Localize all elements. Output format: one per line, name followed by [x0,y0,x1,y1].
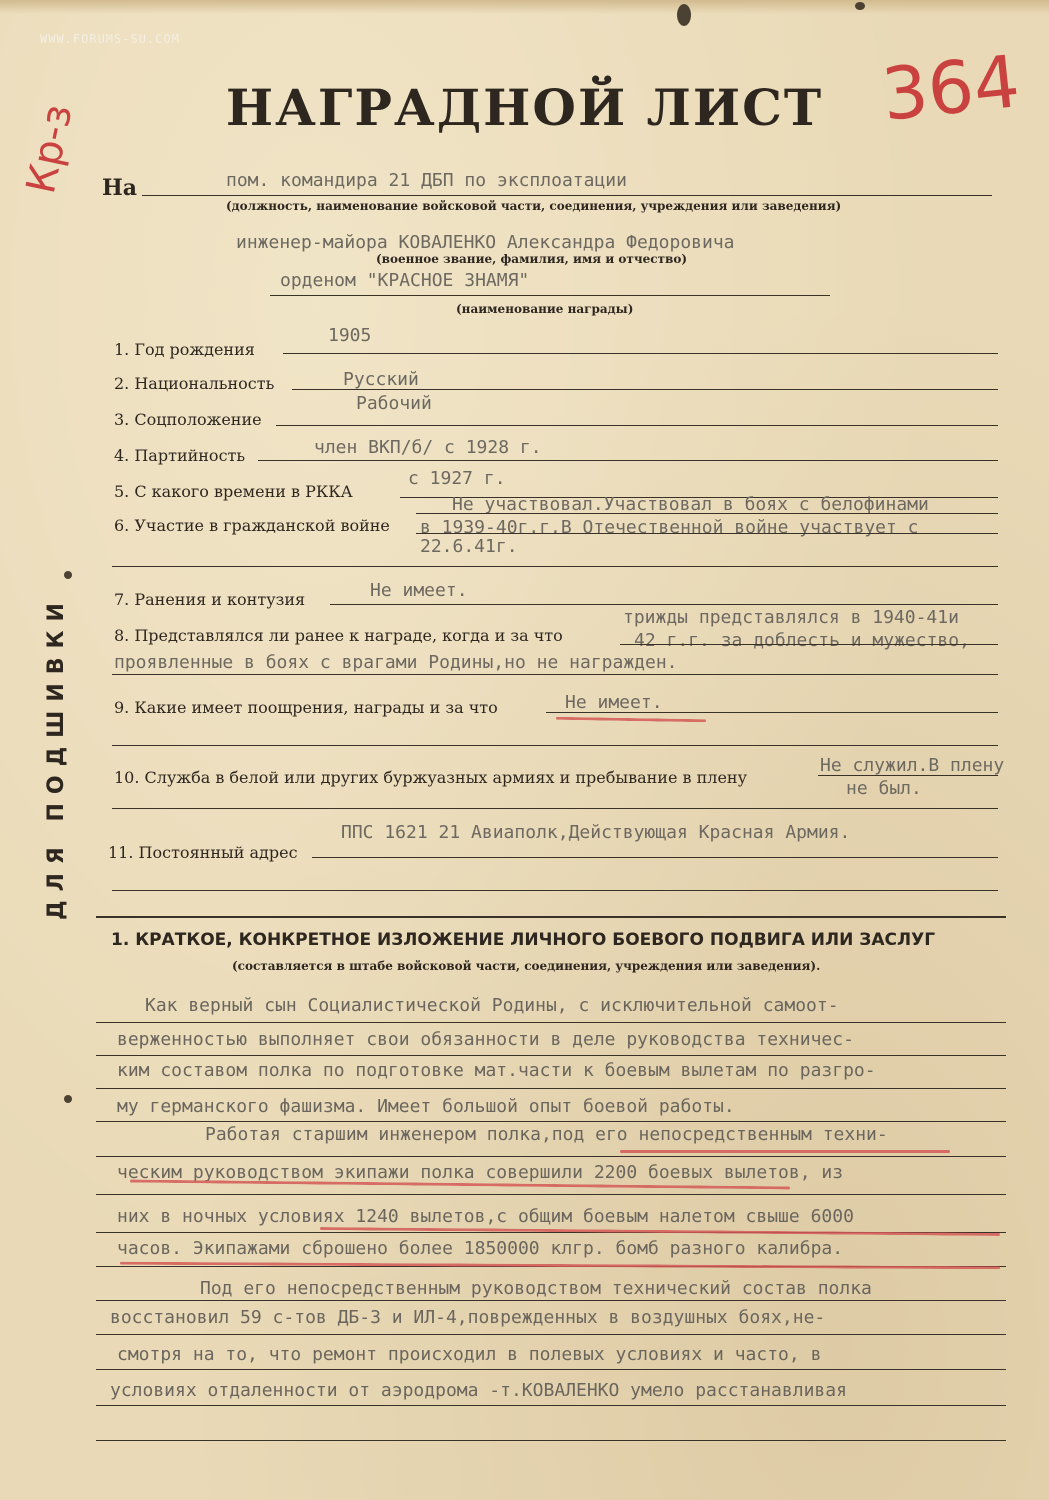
narrative-line-2: верженностью выполняет свои обязанности в деле руководства техничес- [117,1029,854,1050]
narrative-line-5: Работая старшим инженером полка,под его непосредственным техни- [205,1124,888,1145]
handwritten-number: 364 [877,39,1024,137]
field-label-white-army: 10. Служба в белой или других буржуазных армиях и пребывание в плену [114,768,747,787]
field-line-address-2 [112,890,998,891]
narrative-rule [96,1369,1006,1370]
field-line-civil-war-2 [416,533,998,534]
field-line-civil-war-1 [416,513,998,514]
field-line-nationality [292,389,998,390]
field-label-civil-war: 6. Участие в гражданской войне [114,516,390,535]
field-value-civil-war-3: 22.6.41г. [420,536,518,557]
narrative-line-4: му германского фашизма. Имеет большой опыт боевой работы. [117,1096,735,1117]
award-line [270,295,830,296]
narrative-rule [96,1334,1006,1335]
red-underline-encouragements [556,717,706,723]
field-value-civil-war-1: Не участвовал.Участвовал в боях с белофинами [452,494,929,515]
field-value-address: ППС 1621 21 Авиаполк,Действующая Красная Армия. [341,822,851,843]
position-line [142,195,992,196]
binding-hole-top [677,4,691,26]
field-value-prior-awards-3: проявленные в боях с врагами Родины,но не награжден. [114,652,678,673]
field-line-address [312,857,998,858]
field-value-white-army-1: Не служил.В плену [820,755,1005,776]
narrative-rule [96,1405,1006,1406]
narrative-line-11: смотря на то, что ремонт происходил в полевых условиях и часто, в [117,1344,822,1365]
field-value-prior-awards-1: трижды представлялся в 1940-41и [623,607,959,628]
field-label-wounds: 7. Ранения и контузия [114,590,306,609]
narrative-rule [96,1055,1006,1056]
field-label-birth-year: 1. Год рождения [114,340,255,359]
narrative-line-1: Как верный сын Социалистической Родины, с исключительной самоот- [145,995,839,1016]
field-value-rkka-since: с 1927 г. [408,468,506,489]
field-value-birth-year: 1905 [328,325,372,346]
field-value-civil-war-2: в 1939-40г.г.В Отечественной войне участвует с [420,517,919,538]
award-caption: (наименование награды) [456,302,634,316]
narrative-line-10: восстановил 59 с-тов ДБ-3 и ИЛ-4,поврежденных в воздушных боях,не- [110,1307,826,1328]
field-label-prior-awards: 8. Представлялся ли ранее к награде, когда и за что [114,626,563,645]
red-underline [620,1150,950,1153]
field-label-party: 4. Партийность [114,446,246,465]
position-caption: (должность, наименование войсковой части, соединения, учреждения или заведения) [226,199,842,213]
binding-side-label: ДЛЯ ПОДШИВКИ [44,594,69,920]
field-line-prior-awards-2 [112,674,998,675]
narrative-rule [96,1440,1006,1441]
field-label-nationality: 2. Национальность [114,374,275,393]
field-value-white-army-2: не был. [846,778,922,799]
binding-hole-left-1 [64,571,72,579]
field-value-prior-awards-2: 42 г.г. за доблесть и мужество, [634,630,970,651]
narrative-rule [96,1300,1006,1301]
narrative-rule [96,1194,1006,1195]
binding-hole-left-2 [64,1095,72,1103]
field-value-nationality: Русский [343,369,419,390]
field-value-social-status: Рабочий [356,393,432,414]
field-value-party: член ВКП/б/ с 1928 г. [314,437,542,458]
narrative-rule [96,1121,1006,1122]
field-line-prior-awards-1 [620,644,998,645]
field-line-encouragements-2 [112,745,998,746]
field-line-party [258,460,998,461]
field-value-encouragements: Не имеет. [565,692,663,713]
handwritten-margin-note: Кр-з [18,100,82,198]
field-line-social-status [276,425,998,426]
field-line-civil-war-3 [112,566,998,567]
narrative-rule [96,1156,1006,1157]
field-label-rkka-since: 5. С какого времени в РККА [114,482,353,501]
field-label-address: 11. Постоянный адрес [108,843,298,862]
field-line-encouragements [546,712,998,713]
binding-hole-corner [855,2,865,10]
award-value: орденом "КРАСНОЕ ЗНАМЯ" [280,270,530,291]
name-value: инженер-майора КОВАЛЕНКО Александра Федоровича [236,232,735,253]
header-na-label: На [102,175,138,201]
position-value: пом. командира 21 ДБП по эксплоатации [226,170,627,191]
section-title: 1. КРАТКОЕ, КОНКРЕТНОЕ ИЗЛОЖЕНИЕ ЛИЧНОГО БОЕВОГО ПОДВИГА ИЛИ ЗАСЛУГ [111,930,936,950]
field-line-wounds [330,604,998,605]
narrative-line-9: Под его непосредственным руководством технический состав полка [200,1278,872,1299]
name-caption: (военное звание, фамилия, имя и отчество) [376,252,688,266]
narrative-rule [96,1088,1006,1089]
field-label-social-status: 3. Соцположение [114,410,262,429]
watermark: WWW.FORUMS-SU.COM [40,32,180,46]
section-caption: (составляется в штабе войсковой части, соединения, учреждения или заведения). [232,959,821,973]
field-line-birth-year [283,353,998,354]
field-value-wounds: Не имеет. [370,580,468,601]
sheet-edge [0,0,1049,14]
narrative-rule [96,1022,1006,1023]
narrative-line-7: них в ночных условиях 1240 вылетов,с общим боевым налетом свыше 6000 [117,1206,854,1227]
page-title: НАГРАДНОЙ ЛИСТ [225,78,824,137]
field-line-white-army-2 [112,808,998,809]
narrative-line-12: условиях отдаленности от аэродрома -т.КОВАЛЕНКО умело расстанавливая [110,1380,847,1401]
narrative-line-8: часов. Экипажами сброшено более 1850000 клгр. бомб разного калибра. [117,1238,844,1259]
narrative-line-3: ким составом полка по подготовке мат.части к боевым вылетам по разгро- [117,1060,876,1081]
field-line-white-army [818,775,998,776]
field-label-encouragements: 9. Какие имеет поощрения, награды и за что [114,698,498,717]
section-divider [96,916,1006,918]
narrative-line-6: ческим руководством экипажи полка совершили 2200 боевых вылетов, из [117,1162,844,1183]
